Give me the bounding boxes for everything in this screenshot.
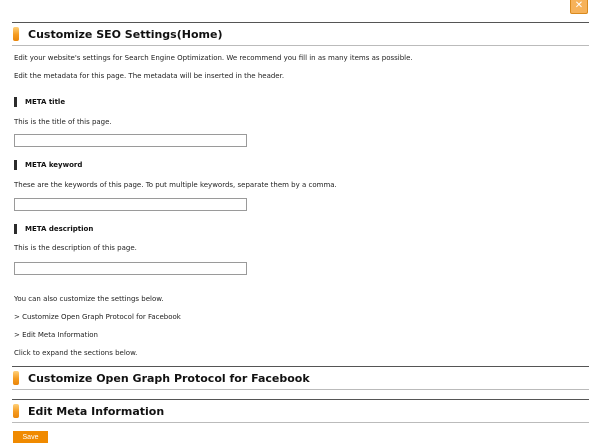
meta-title-heading — [14, 97, 65, 107]
meta-keyword-description: These are the keywords of this page. To put multiple keywords, separate them by a comma. — [14, 181, 337, 189]
metadata-note-text: Edit the metadata for this page. The metadata will be inserted in the header. — [14, 72, 285, 80]
meta-description-input[interactable] — [14, 262, 247, 275]
meta-description-label: META description — [25, 225, 94, 233]
seo-intro-text: Edit your website's settings for Search Engine Optimization. We recommend you fill in as many items as possible. — [14, 54, 413, 62]
meta-description-heading — [14, 224, 93, 234]
meta-keyword-input[interactable] — [14, 198, 247, 211]
also-customize-text: You can also customize the settings below. — [14, 295, 164, 303]
seo-section-title: Customize SEO Settings(Home) — [28, 27, 223, 41]
meta-description-text: This is the description of this page. — [14, 244, 137, 252]
meta-keyword-label: META keyword — [25, 161, 83, 169]
close-button[interactable] — [570, 0, 588, 14]
meta-title-label: META title — [25, 98, 66, 106]
ogp-section-header[interactable] — [12, 366, 589, 390]
meta-title-input[interactable] — [14, 134, 247, 147]
heading-marker-icon — [14, 224, 17, 234]
meta-keyword-heading — [14, 160, 82, 170]
section-marker-icon — [13, 27, 19, 41]
section-marker-icon — [13, 404, 19, 418]
save-button[interactable]: Save — [13, 431, 48, 443]
seo-section-header — [12, 22, 589, 46]
meta-info-section-header[interactable] — [12, 399, 589, 423]
meta-title-description: This is the title of this page. — [14, 118, 112, 126]
close-icon: ✕ — [574, 0, 584, 11]
heading-marker-icon — [14, 160, 17, 170]
section-marker-icon — [13, 371, 19, 385]
ogp-section-title: Customize Open Graph Protocol for Facebook — [28, 371, 310, 385]
ogp-jump-link[interactable]: > Customize Open Graph Protocol for Facebook — [14, 313, 181, 321]
expand-hint-text: Click to expand the sections below. — [14, 349, 138, 357]
meta-info-jump-link[interactable]: > Edit Meta Information — [14, 331, 98, 339]
meta-info-section-title: Edit Meta Information — [28, 404, 165, 418]
heading-marker-icon — [14, 97, 17, 107]
